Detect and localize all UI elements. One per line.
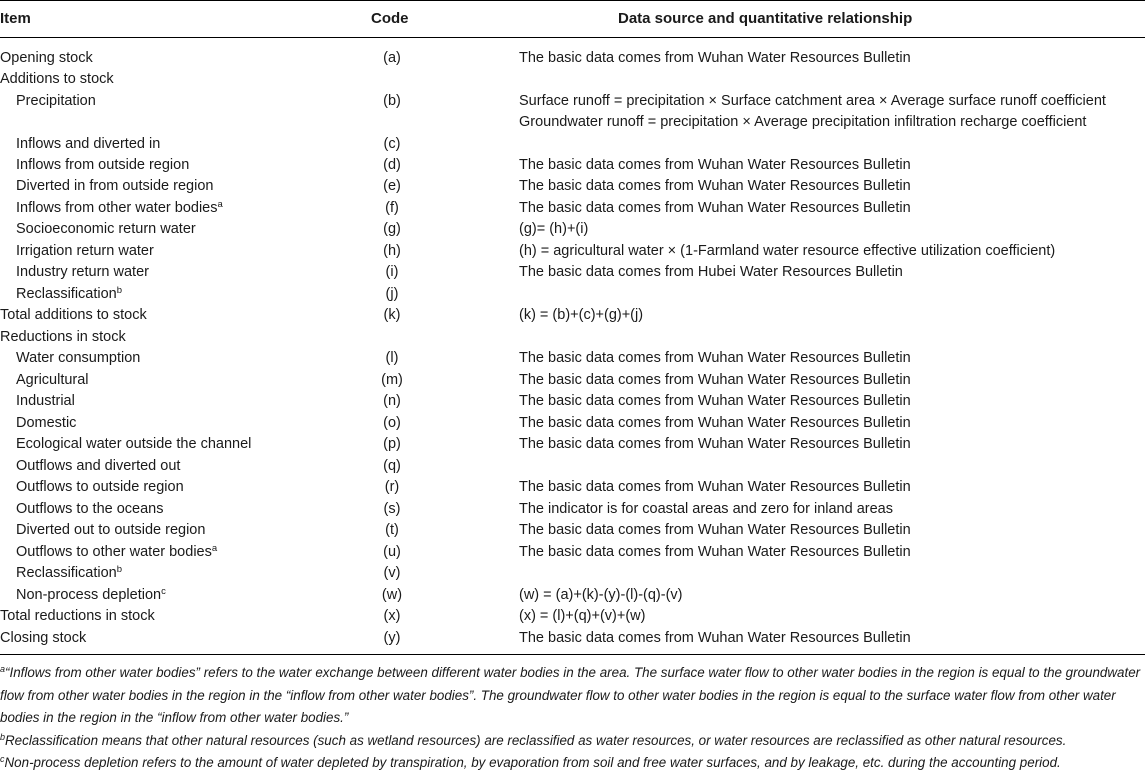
row-item [16, 542, 217, 563]
row-item [16, 520, 205, 541]
row-code: (j) [385, 286, 399, 302]
row-code: (f) [385, 200, 399, 216]
footnotes [0, 662, 1145, 775]
row-item [16, 477, 184, 498]
row-source [519, 606, 645, 627]
row-item-label: Reclassification [16, 286, 117, 302]
row-code: (a) [383, 50, 401, 66]
row-source-line: The basic data comes from Wuhan Water Resources Bulletin [519, 372, 911, 388]
row-item [16, 134, 160, 155]
row-code: (w) [381, 587, 403, 603]
footnote-c [0, 752, 1145, 775]
row-item-label: Reductions in stock [0, 329, 126, 345]
row-source-line: (h) = agricultural water × (1-Farmland water resource effective utilization coefficient) [519, 243, 1056, 259]
row-source [519, 585, 682, 606]
row-source-line: The basic data comes from Wuhan Water Resources Bulletin [519, 350, 911, 366]
row-item-label: Socioeconomic return water [16, 221, 196, 237]
row-source [519, 628, 911, 649]
row-source-line: The basic data comes from Wuhan Water Resources Bulletin [519, 522, 911, 538]
row-source [519, 176, 911, 197]
row-item-label: Outflows to outside region [16, 479, 184, 495]
row-item-label: Irrigation return water [16, 243, 154, 259]
row-item-label: Reclassification [16, 565, 117, 581]
row-code: (h) [383, 243, 401, 259]
row-code: (b) [383, 93, 401, 109]
footnote-marker: a [0, 664, 6, 674]
row-item-label: Domestic [16, 415, 77, 431]
row-item [0, 327, 126, 348]
row-source-line: Groundwater runoff = precipitation × Average precipitation infiltration recharge coefficient [519, 114, 1087, 130]
row-item [16, 499, 164, 520]
row-item [16, 563, 122, 584]
row-source-line: (g)= (h)+(i) [519, 221, 589, 237]
row-item [16, 348, 140, 369]
row-code: (l) [385, 350, 399, 366]
footnote-marker: b [116, 285, 123, 296]
row-item-label: Total additions to stock [0, 307, 147, 323]
row-item-label: Inflows and diverted in [16, 136, 161, 152]
row-source [519, 348, 911, 369]
row-code: (o) [383, 415, 401, 431]
row-item-label: Closing stock [0, 630, 87, 646]
row-item-label: Non-process depletion [16, 587, 162, 603]
row-item [16, 219, 196, 240]
row-code: (r) [384, 479, 400, 495]
row-item [16, 155, 189, 176]
row-item [16, 391, 75, 412]
footnote-a [0, 662, 1145, 730]
row-item-label: Industry return water [16, 264, 149, 280]
row-code: (q) [383, 458, 401, 474]
row-code: (y) [383, 630, 401, 646]
header-rule [0, 37, 1145, 38]
row-source [519, 391, 911, 412]
row-source-line: The basic data comes from Hubei Water Resources Bulletin [519, 264, 903, 280]
row-item-label: Outflows and diverted out [16, 458, 181, 474]
row-source-line: The basic data comes from Wuhan Water Resources Bulletin [519, 479, 911, 495]
row-source [519, 262, 903, 283]
row-code: (i) [385, 264, 399, 280]
row-source [519, 499, 893, 520]
row-item [0, 48, 93, 69]
row-item [16, 91, 96, 112]
footnote-text: Reclassification means that other natural resources (such as wetland resources) are reclassified as water resources, or water resources are reclassified as other natural resources. [5, 732, 1067, 748]
row-code: (c) [383, 136, 401, 152]
row-item-label: Additions to stock [0, 71, 114, 87]
row-item [16, 241, 154, 262]
row-code: (t) [385, 522, 399, 538]
row-item-label: Outflows to other water bodies [16, 544, 212, 560]
row-item-label: Outflows to the oceans [16, 501, 164, 517]
row-item [0, 628, 86, 649]
row-item [16, 413, 76, 434]
row-item-label: Opening stock [0, 50, 93, 66]
row-source [519, 48, 911, 69]
row-code: (e) [383, 178, 401, 194]
row-item-label: Precipitation [16, 93, 96, 109]
row-source [519, 198, 911, 219]
table-bottom-rule [0, 654, 1145, 655]
row-item [16, 585, 166, 606]
row-code: (u) [383, 544, 401, 560]
row-source-line: The basic data comes from Wuhan Water Resources Bulletin [519, 200, 911, 216]
row-item-label: Inflows from other water bodies [16, 200, 218, 216]
header-item: Item [0, 10, 31, 27]
row-source-line: The basic data comes from Wuhan Water Resources Bulletin [519, 178, 911, 194]
row-item-label: Industrial [16, 393, 75, 409]
row-code: (x) [383, 608, 401, 624]
row-source-line: (k) = (b)+(c)+(g)+(j) [519, 307, 644, 323]
row-item-label: Ecological water outside the channel [16, 436, 252, 452]
row-source-line: The basic data comes from Wuhan Water Resources Bulletin [519, 50, 911, 66]
row-code: (d) [383, 157, 401, 173]
row-source [519, 520, 911, 541]
row-source [519, 542, 911, 563]
row-source-line: (x) = (l)+(q)+(v)+(w) [519, 608, 646, 624]
row-source [519, 370, 911, 391]
row-item-label: Diverted out to outside region [16, 522, 206, 538]
row-item [16, 370, 89, 391]
row-source-line: The basic data comes from Wuhan Water Resources Bulletin [519, 436, 911, 452]
row-source [519, 155, 911, 176]
row-source-line: (w) = (a)+(k)-(y)-(l)-(q)-(v) [519, 587, 683, 603]
header-code: Code [371, 10, 409, 27]
row-code: (g) [383, 221, 401, 237]
table-top-rule [0, 0, 1145, 1]
header-source: Data source and quantitative relationship [618, 10, 913, 27]
row-item [0, 305, 147, 326]
footnote-marker: a [217, 199, 223, 210]
row-item-label: Agricultural [16, 372, 89, 388]
row-code: (s) [383, 501, 401, 517]
row-item-label: Diverted in from outside region [16, 178, 214, 194]
row-item-label: Inflows from outside region [16, 157, 190, 173]
row-source [519, 305, 643, 326]
row-source [519, 477, 911, 498]
footnote-b [0, 730, 1145, 753]
row-item [16, 284, 122, 305]
row-source-line: The basic data comes from Wuhan Water Resources Bulletin [519, 630, 911, 646]
footnote-marker: c [0, 754, 5, 764]
row-code: (n) [383, 393, 401, 409]
row-source-line: The basic data comes from Wuhan Water Resources Bulletin [519, 544, 911, 560]
row-source [519, 241, 1055, 262]
row-source-line: The indicator is for coastal areas and zero for inland areas [519, 501, 893, 517]
row-source [519, 91, 1106, 133]
footnote-marker: b [116, 564, 123, 575]
row-item [16, 198, 223, 219]
row-item [16, 176, 213, 197]
footnote-marker: b [0, 731, 6, 742]
footnote-marker: c [161, 586, 166, 597]
row-code: (v) [383, 565, 401, 581]
row-item [16, 434, 251, 455]
row-source [519, 219, 588, 240]
footnote-marker: a [211, 543, 218, 554]
row-item-label: Total reductions in stock [0, 608, 155, 624]
row-code: (m) [381, 372, 403, 388]
row-source-line: Surface runoff = precipitation × Surface catchment area × Average surface runoff coefficient [519, 93, 1106, 109]
row-item [16, 262, 149, 283]
footnote-text: “Inflows from other water bodies” refers to the water exchange between different water bodies in the area. The surface water flow to other water bodies in the region is equal to the groundwater flow from other water bodies in the region in the “inflow from other water bodies”. The groundwater flow to other water bodies in the region is equal to the surface water flow from other water bodies in the region in the “inflow from other water bodies.” [0, 665, 1141, 725]
row-source-line: The basic data comes from Wuhan Water Resources Bulletin [519, 415, 911, 431]
row-code: (k) [383, 307, 401, 323]
row-item [16, 456, 180, 477]
row-source [519, 434, 911, 455]
row-source-line: The basic data comes from Wuhan Water Resources Bulletin [519, 157, 911, 173]
row-source-line: The basic data comes from Wuhan Water Resources Bulletin [519, 393, 911, 409]
row-item [0, 69, 114, 90]
row-item [0, 606, 155, 627]
row-code: (p) [383, 436, 401, 452]
row-item-label: Water consumption [16, 350, 141, 366]
row-source [519, 413, 911, 434]
footnote-text: Non-process depletion refers to the amount of water depleted by transpiration, by evaporation from soil and free water surfaces, and by leakage, etc. during the accounting period. [4, 755, 1061, 770]
